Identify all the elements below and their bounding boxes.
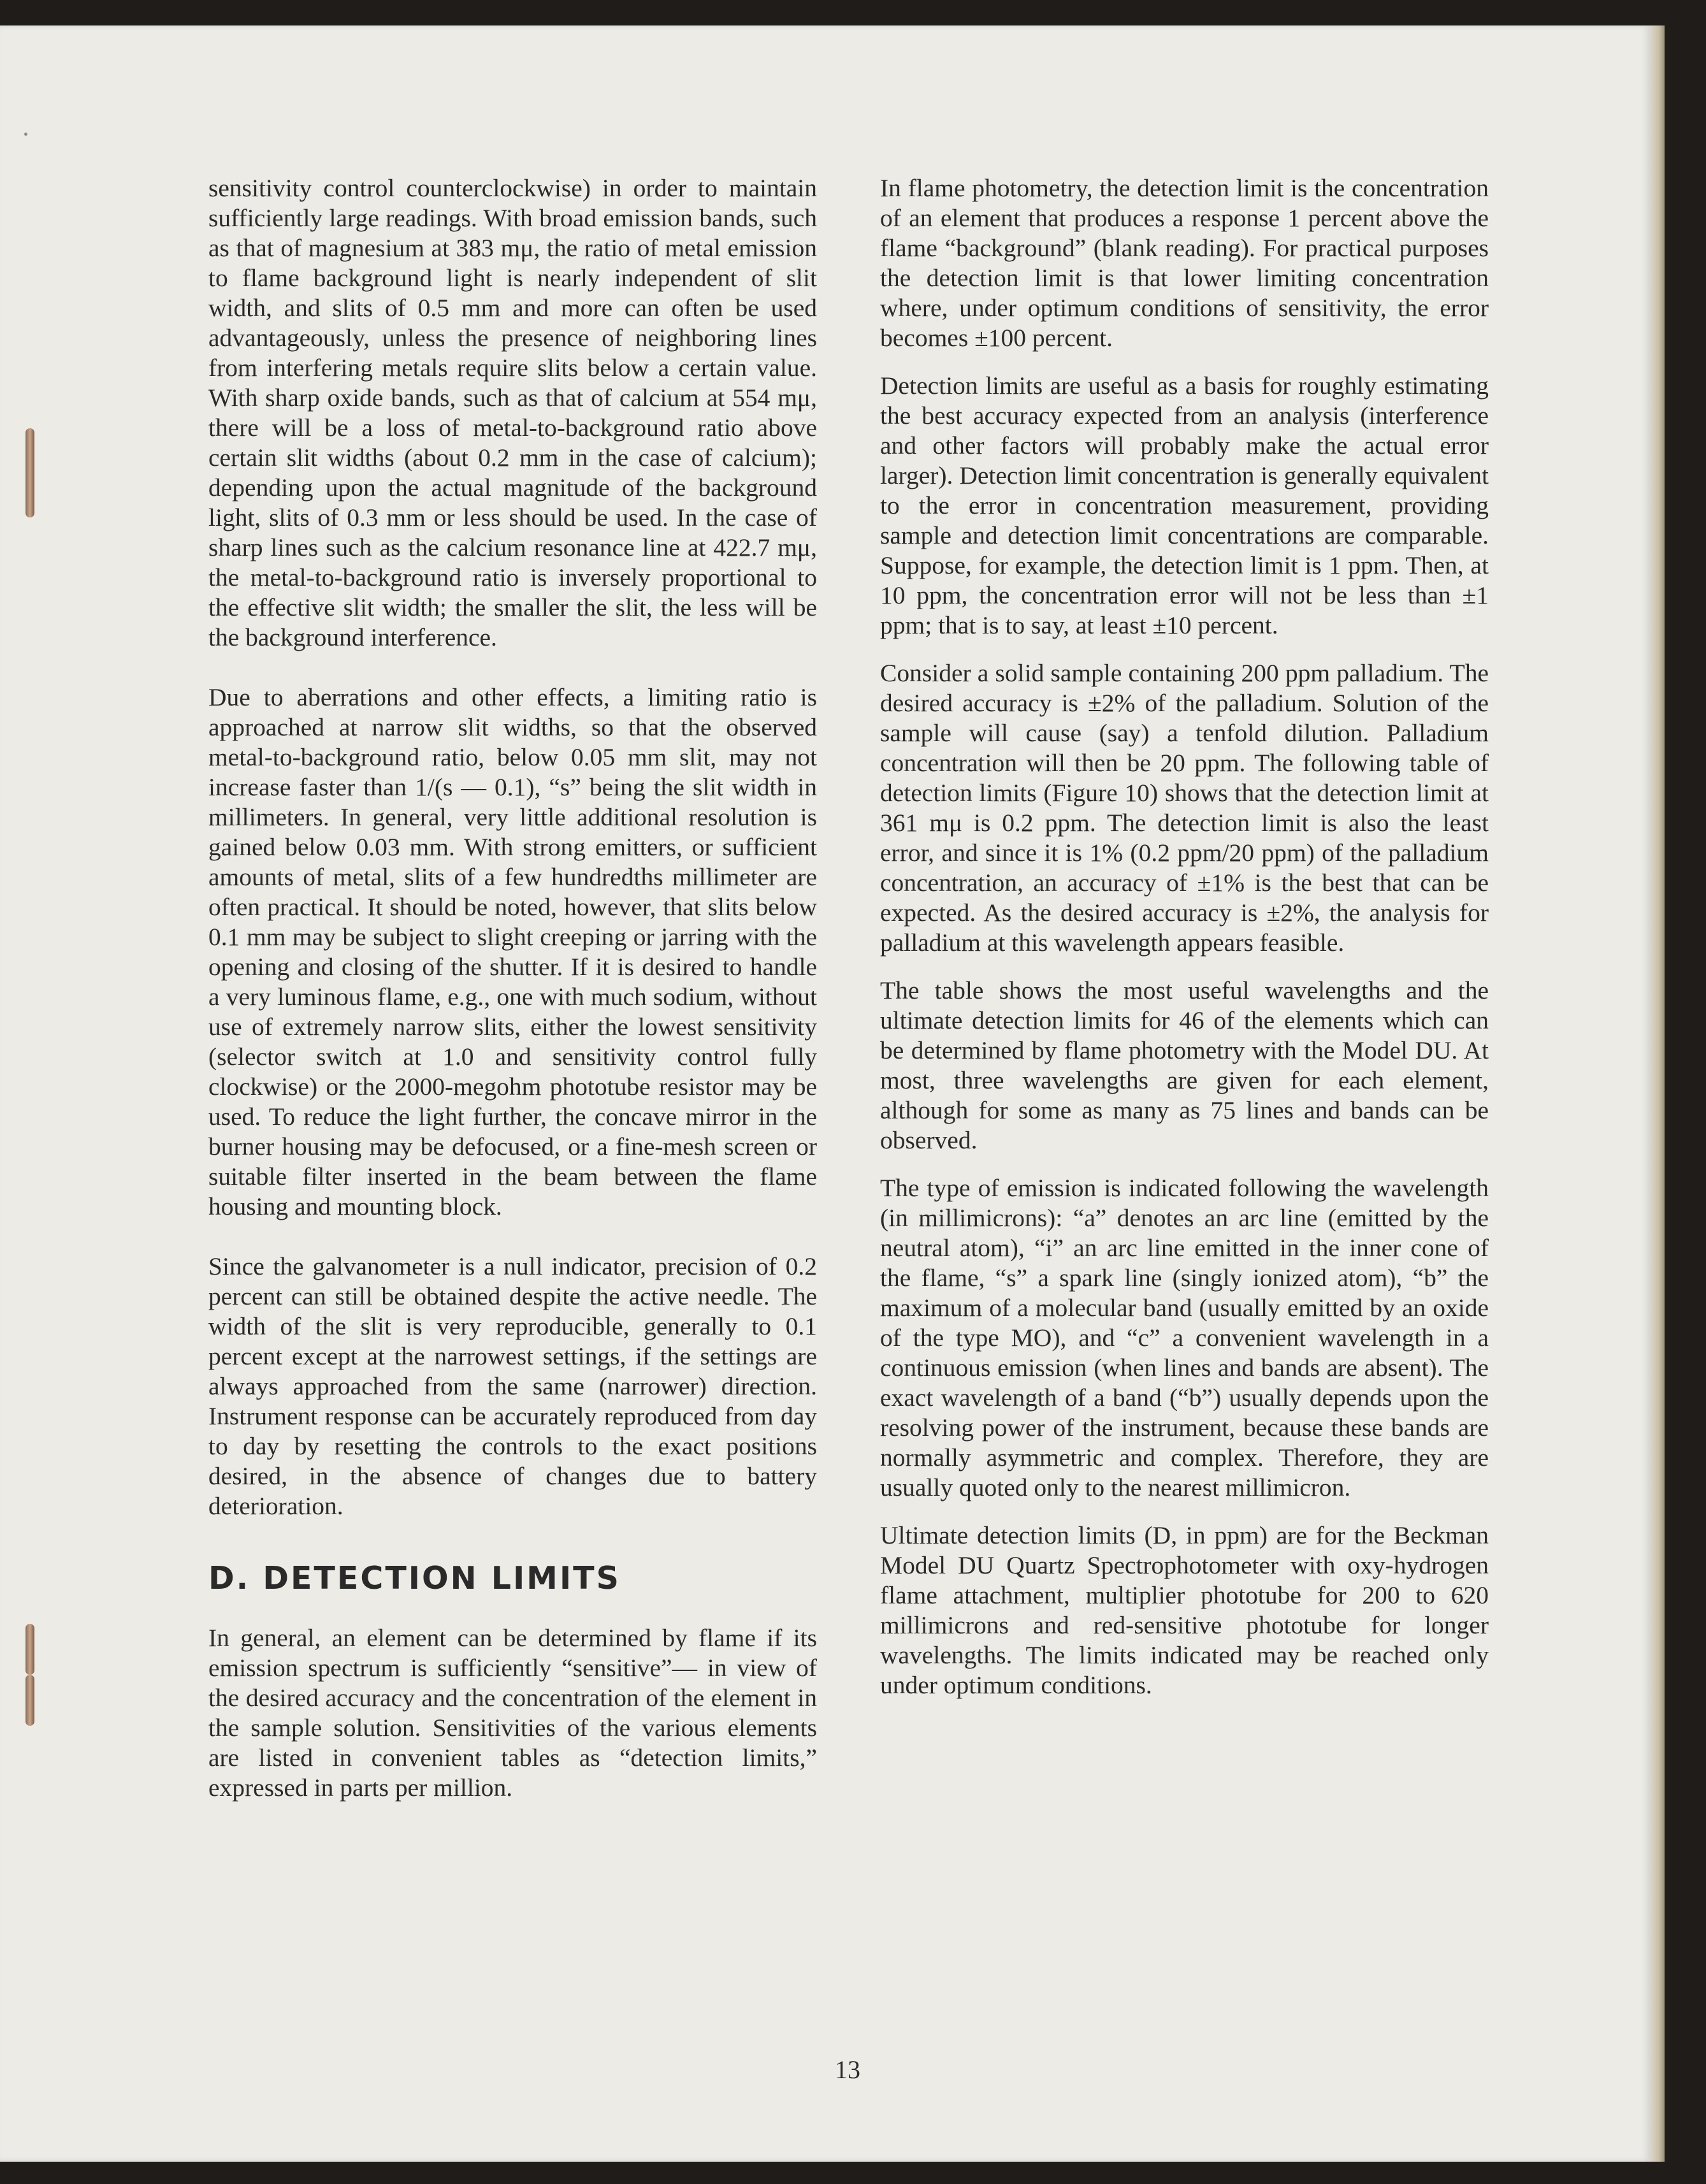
paragraph: Detection limits are useful as a basis for roughly estimating the best accuracy expected from an analysis (interference and other factors will probably make the actual error larger). Detection limit concentration is generally equivalent to the error in concentration measurement, providing sample and detection limit concentrations are comparable. Suppose, for example, the detection limit is 1 ppm. Then, at 10 ppm, the concentration error will not be less than ±1 ppm; that is to say, at least ±10 percent. xyxy=(880,372,1489,639)
paragraph: Since the galvanometer is a null indicator, precision of 0.2 percent can still be obtained despite the active needle. The width of the slit is very reproducible, generally to 0.1 percent except at the narrowest settings, if the settings are always approached from the same (narrower) direction. Instrument response can be accurately reproduced from day to day by resetting the controls to the exact positions desired, in the absence of changes due to battery deterioration. xyxy=(208,1252,817,1520)
paragraph: sensitivity control counterclockwise) in order to maintain sufficiently large readings. With broad emission bands, such as that of magnesium at 383 mμ, the ratio of metal emission to flame background light is nearly independent of slit width, and slits of 0.5 mm and more can often be used advantageously, unless the presence of neighboring lines from interfering metals require slits below a certain value. With sharp oxide bands, such as that of calcium at 554 mμ, there will be a loss of metal-to-background ratio above certain slit widths (about 0.2 mm in the case of calcium); depending upon the actual magnitude of the background light, slits of 0.3 mm or less should be used. In the case of sharp lines such as the calcium resonance line at 422.7 mμ, the metal-to-background ratio is inversely proportional to the effective slit width; the smaller the slit, the less will be the background interference. xyxy=(208,174,817,651)
section-heading: D. DETECTION LIMITS xyxy=(208,1560,621,1596)
binding-hole xyxy=(25,466,34,517)
page-number: 13 xyxy=(835,2055,860,2084)
paper-speck xyxy=(24,133,27,136)
paragraph: Ultimate detection limits (D, in ppm) are for the Beckman Model DU Quartz Spectrophotometer with oxy-hydrogen flame attachment, multiplier phototube for 200 to 620 millimicrons and red-sensitive phototube for longer wavelengths. The limits indicated may be reached only under optimum conditions. xyxy=(880,1521,1489,1699)
paragraph: The type of emission is indicated following the wavelength (in millimicrons): “a” denotes an arc line (emitted by the neutral atom), “i” an arc line emitted in the inner cone of the flame, “s” a spark line (singly ionized atom), “b” the maximum of a molecular band (usually emitted by an oxide of the type MO), and “c” a convenient wavelength in a continuous emission (when lines and bands are absent). The exact wavelength of a band (“b”) usually depends upon the resolving power of the instrument, because these bands are normally asymmetric and complex. Therefore, they are usually quoted only to the nearest millimicron. xyxy=(880,1174,1489,1501)
page-edge xyxy=(1651,25,1665,2162)
paragraph: Consider a solid sample containing 200 ppm palladium. The desired accuracy is ±2% of the palladium. Solution of the sample will cause (say) a tenfold dilution. Palladium concentration will then be 20 ppm. The following table of detection limits (Figure 10) shows that the detection limit at 361 mμ is 0.2 ppm. The detection limit is also the least error, and since it is 1% (0.2 ppm/20 ppm) of the palladium concentration, an accuracy of ±1% is the best that can be expected. As the desired accuracy is ±2%, the analysis for palladium at this wavelength appears feasible. xyxy=(880,659,1489,957)
right-column xyxy=(880,173,1489,1700)
paragraph: In general, an element can be determined by flame if its emission spectrum is sufficiently “sensitive”— in view of the desired accuracy and the concentration of the element in the sample solution. Sensitivities of the various elements are listed in convenient tables as “detection limits,” expressed in parts per million. xyxy=(208,1624,817,1802)
paragraph: Due to aberrations and other effects, a limiting ratio is approached at narrow slit widths, so that the observed metal-to-background ratio, below 0.05 mm slit, may not increase faster than 1/(s — 0.1), “s” being the slit width in millimeters. In general, very little additional resolution is gained below 0.03 mm. With strong emitters, or sufficient amounts of metal, slits of a few hundredths millimeter are often practical. It should be noted, however, that slits below 0.1 mm may be subject to slight creeping or jarring with the opening and closing of the shutter. If it is desired to handle a very luminous flame, e.g., one with much sodium, without use of extremely narrow slits, either the lowest sensitivity (selector switch at 1.0 and sensitivity control fully clockwise) or the 2000-megohm phototube resistor may be used. To reduce the light further, the concave mirror in the burner housing may be defocused, or a fine-mesh screen or suitable filter inserted in the beam between the flame housing and mounting block. xyxy=(208,683,817,1220)
left-column xyxy=(208,173,817,1803)
paragraph: The table shows the most useful wavelengths and the ultimate detection limits for 46 of the elements which can be determined by flame photometry with the Model DU. At most, three wavelengths are given for each element, although for some as many as 75 lines and bands can be observed. xyxy=(880,976,1489,1154)
paragraph: In flame photometry, the detection limit is the concentration of an element that produces a response 1 percent above the flame “background” (blank reading). For practical purposes the detection limit is that lower limiting concentration where, under optimum conditions of sensitivity, the error becomes ±100 percent. xyxy=(880,174,1489,352)
binding-hole xyxy=(25,1675,34,1726)
binding-hole xyxy=(25,1624,34,1675)
